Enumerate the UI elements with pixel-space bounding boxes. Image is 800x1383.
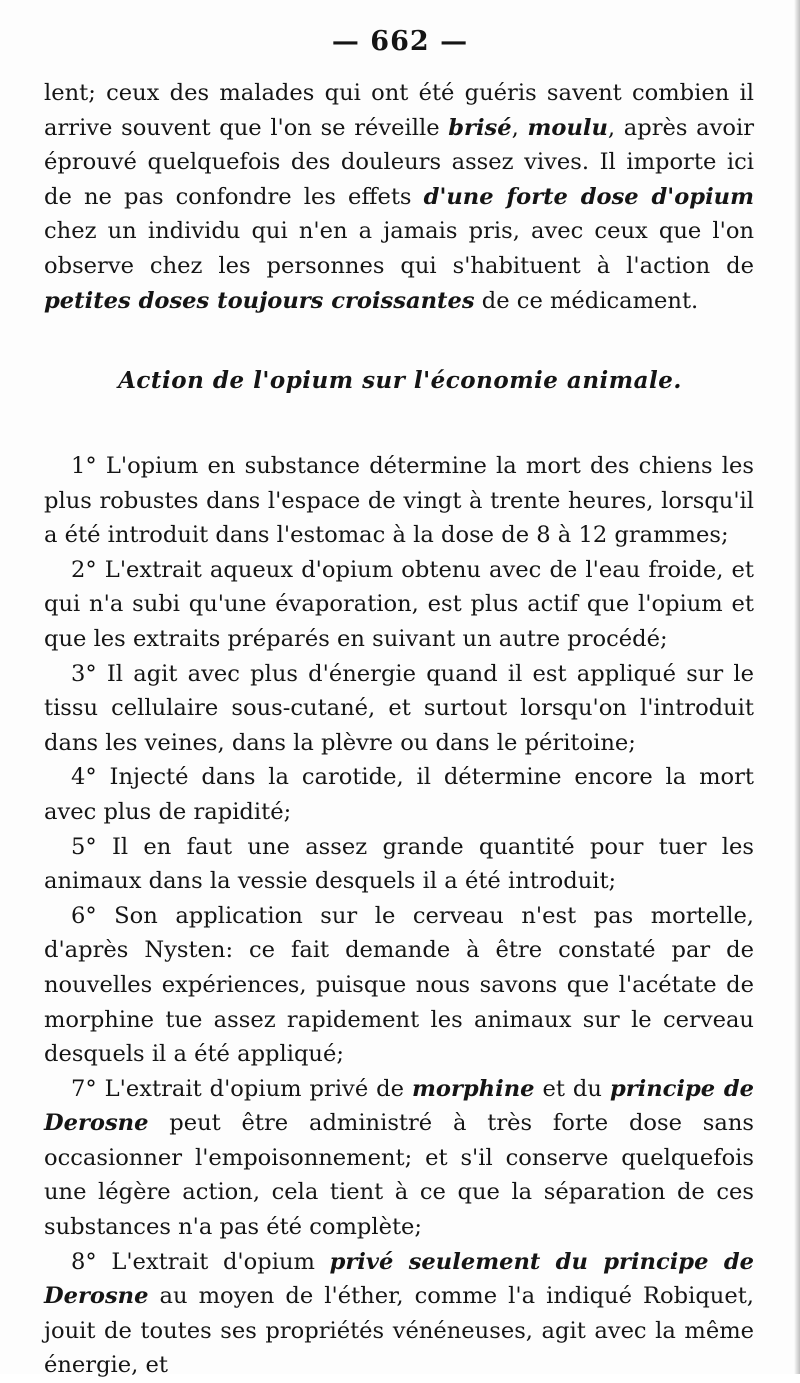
list-item-4: 4° Injecté dans la carotide, il détermine encore la mort avec plus de rapidité; (44, 764, 754, 825)
item8-emphasis-1: privé seulement du principe de Derosne (44, 1248, 754, 1310)
intro-paragraph (44, 76, 754, 318)
list-item-2: 2° L'extrait aqueux d'opium obtenu avec de l'eau froide, et qui n'a subi qu'une évaporation, est plus actif que l'opium et que les extraits préparés en suivant un autre procédé; (44, 556, 754, 652)
item7-text-2: et du (534, 1075, 610, 1102)
item8-text-2: au moyen de l'éther, comme l'a indiqué Robiquet, jouit de toutes ses propriétés vénéneuses, agit avec la même énergie, et (44, 1283, 754, 1379)
item7-text-1: 7° L'extrait d'opium privé de (71, 1075, 412, 1102)
list-item-3: 3° Il agit avec plus d'énergie quand il est appliqué sur le tissu cellulaire sous-cutané, et surtout lorsqu'on l'introduit dans les veines, dans la plèvre ou dans le péritoine; (44, 660, 754, 756)
page-number: — 662 — (331, 26, 469, 57)
list-item-8 (44, 1245, 754, 1383)
intro-emphasis-4: petites doses toujours croissantes (44, 287, 475, 314)
intro-emphasis-3: d'une forte dose d'opium (423, 183, 754, 210)
intro-emphasis-2: moulu (527, 114, 608, 141)
intro-text-2: , (511, 114, 528, 141)
list-item-6: 6° Son application sur le cerveau n'est pas mortelle, d'après Nysten: ce fait demande à être constaté par de nouvelles expériences, puisque nous savons que l'acétate de morphine tue assez rapidement les animaux sur le cerveau desquels il a été appliqué; (44, 902, 754, 1068)
list-item-1: 1° L'opium en substance détermine la mort des chiens les plus robustes dans l'espace de vingt à trente heures, lorsqu'il a été introduit dans l'estomac à la dose de 8 à 12 grammes; (44, 453, 754, 549)
item7-emphasis-2: principe de Derosne (44, 1075, 755, 1137)
list-item-7 (44, 1072, 754, 1245)
item7-emphasis-1: morphine (412, 1075, 535, 1102)
intro-text-4: chez un individu qui n'en a jamais pris, avec ceux que l'on observe chez les personnes qui s'habituent à l'action de (44, 218, 754, 279)
intro-emphasis-1: brisé (448, 114, 512, 141)
item7-text-3: peut être administré à très forte dose sans occasionner l'empoisonnement; et s'il conserve quelquefois une légère action, cela tient à ce que la séparation de ces substances n'a pas été complète; (44, 1110, 754, 1241)
intro-text-1: lent; ceux des malades qui ont été guéris savent combien il arrive souvent que l'on se réveille (44, 80, 754, 141)
list-item-5: 5° Il en faut une assez grande quantité pour tuer les animaux dans la vessie desquels il a été introduit; (44, 833, 754, 895)
numbered-list (44, 449, 754, 1383)
intro-text-3: , après avoir éprouvé quelquefois des douleurs assez vives. Il importe ici de ne pas confondre les effets (44, 114, 754, 210)
intro-text-5: de ce médicament. (474, 287, 699, 314)
item8-text-1: 8° L'extrait d'opium (71, 1248, 330, 1275)
section-heading: Action de l'opium sur l'économie animale. (118, 367, 682, 394)
